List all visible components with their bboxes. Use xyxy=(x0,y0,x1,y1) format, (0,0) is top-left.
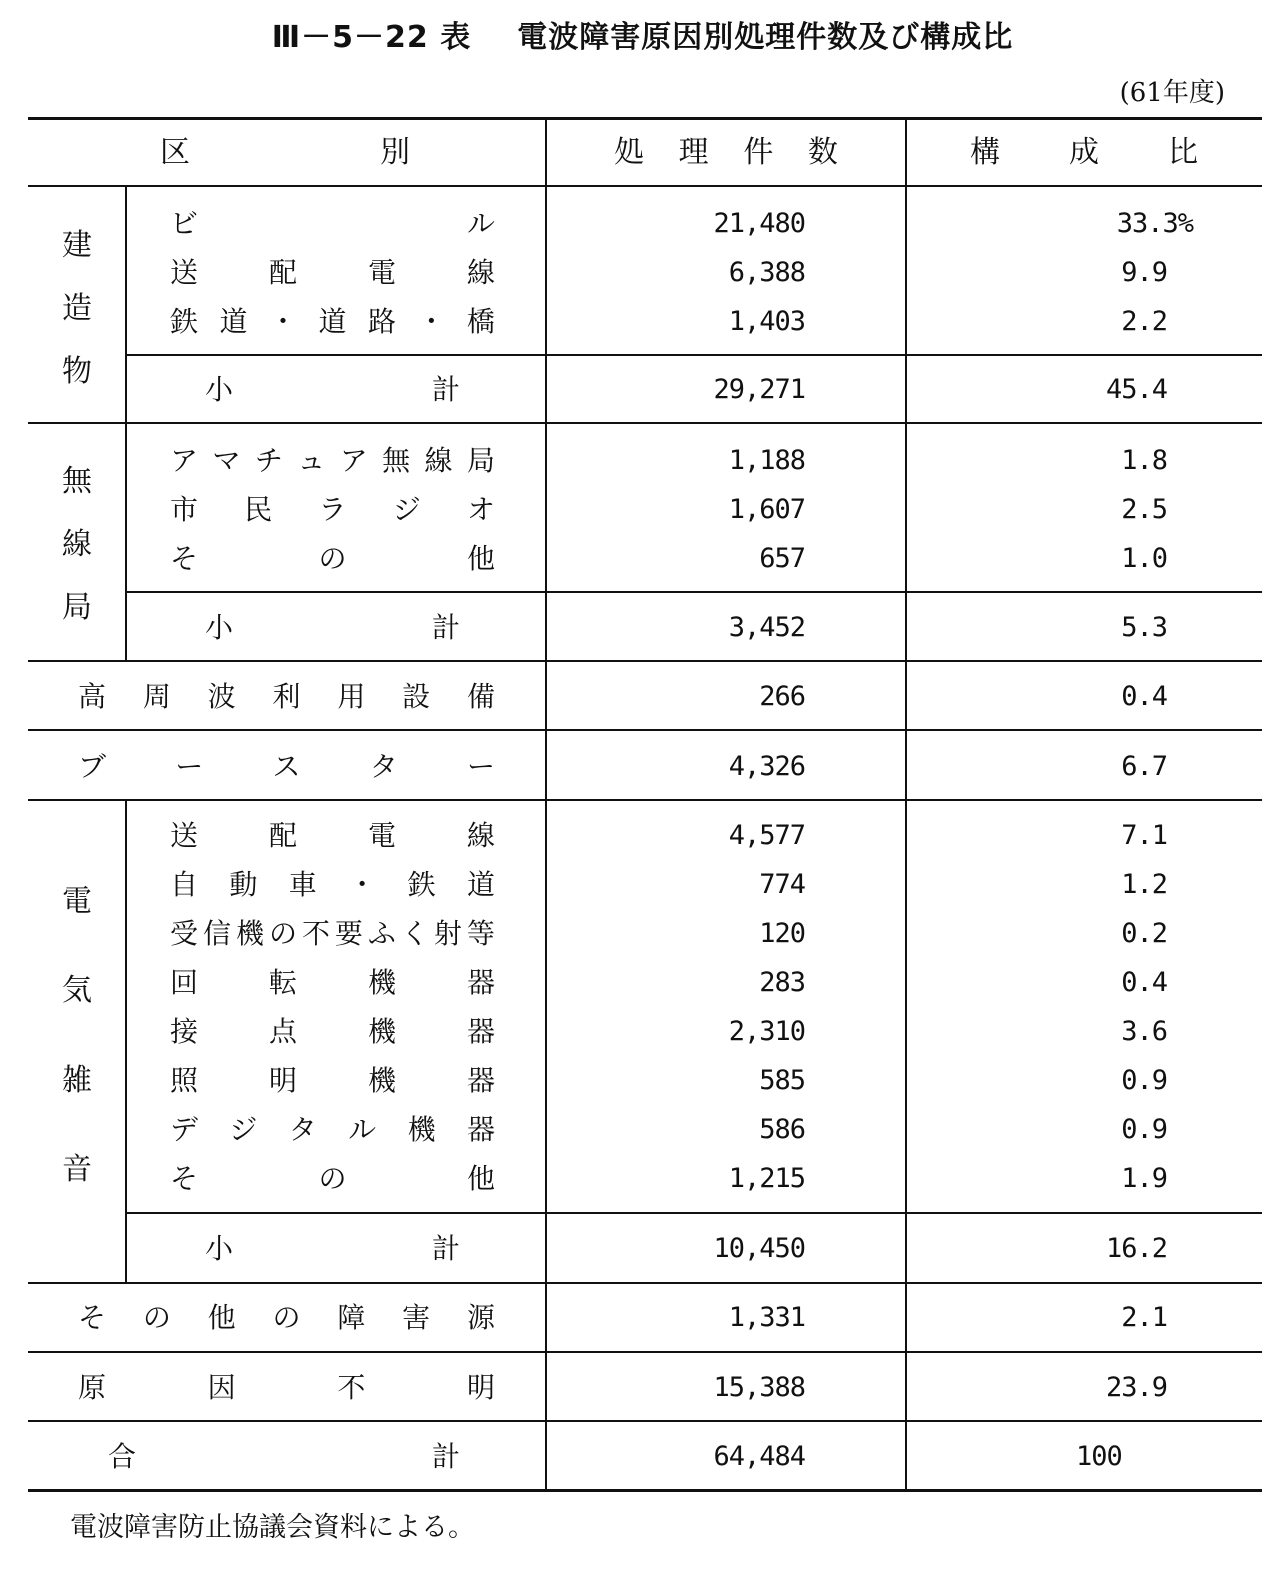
row-ratio: 2.5 xyxy=(1121,494,1167,525)
rule-building-subtotal xyxy=(126,354,1262,356)
row-label: 回 転 機 器 xyxy=(170,966,495,999)
row-label: デ ジ タ ル 機 器 xyxy=(170,1113,495,1146)
row-ratio: 23.9 xyxy=(1105,1372,1167,1403)
source-note: 電波障害防止協議会資料による。 xyxy=(70,1512,475,1543)
row-ratio: 1.0 xyxy=(1121,543,1167,574)
row-count: 1,403 xyxy=(728,306,805,337)
row-ratio: 0.9 xyxy=(1121,1114,1167,1145)
table-row xyxy=(0,1008,1285,1056)
row-label: 照 明 機 器 xyxy=(170,1064,495,1097)
row-count: 1,331 xyxy=(728,1302,805,1333)
row-label: 送 配 電 線 xyxy=(170,819,495,852)
rule-building-end xyxy=(28,422,1262,424)
row-ratio: 2.2 xyxy=(1121,306,1167,337)
row-ratio: 6.7 xyxy=(1121,751,1167,782)
table-row xyxy=(0,298,1285,346)
row-label: そ の 他 xyxy=(170,1162,495,1195)
row-label: 小 計 xyxy=(205,373,460,406)
table-row xyxy=(0,673,1285,721)
rule-noise-end xyxy=(28,1282,1262,1284)
row-ratio: 1.9 xyxy=(1121,1163,1167,1194)
row-count: 266 xyxy=(759,681,805,712)
row-count: 4,577 xyxy=(728,820,805,851)
group-label-building: 建 造 物 xyxy=(62,228,92,389)
rule-other-end xyxy=(28,1351,1262,1353)
table-row xyxy=(0,910,1285,958)
row-ratio: 1.8 xyxy=(1121,445,1167,476)
total-row xyxy=(0,1433,1285,1481)
row-count: 15,388 xyxy=(713,1372,805,1403)
fiscal-year-note: (61年度) xyxy=(1119,78,1225,108)
row-ratio: 45.4 xyxy=(1105,374,1167,405)
row-count: 120 xyxy=(759,918,805,949)
group-label-radio: 無 線 局 xyxy=(62,464,92,625)
row-count: 657 xyxy=(759,543,805,574)
row-label: 合 計 xyxy=(108,1440,460,1473)
table-caption: 電波障害原因別処理件数及び構成比 xyxy=(517,20,1014,55)
table-number: Ⅲ－5－22 表 xyxy=(271,20,472,55)
row-count: 4,326 xyxy=(728,751,805,782)
row-count: 2,310 xyxy=(728,1016,805,1047)
row-label: そ の 他 xyxy=(170,542,495,575)
row-ratio: 1.2 xyxy=(1121,869,1167,900)
rule-noise-subtotal xyxy=(126,1212,1262,1214)
row-ratio: 3.6 xyxy=(1121,1016,1167,1047)
row-count: 64,484 xyxy=(713,1441,805,1472)
row-count: 585 xyxy=(759,1065,805,1096)
table-row xyxy=(0,812,1285,860)
row-ratio: 16.2 xyxy=(1105,1233,1167,1264)
row-count: 774 xyxy=(759,869,805,900)
table-row xyxy=(0,1106,1285,1154)
table-row xyxy=(0,486,1285,534)
table-row xyxy=(0,1294,1285,1342)
row-label: 鉄 道 ・ 道 路 ・ 橋 xyxy=(170,305,495,338)
table-row xyxy=(0,249,1285,297)
subtotal-row xyxy=(0,366,1285,414)
row-label: 受 信 機 の 不 要 ふ く 射 等 xyxy=(170,917,495,950)
table-row xyxy=(0,1364,1285,1412)
row-label: 原 因 不 明 xyxy=(78,1371,495,1404)
table-row xyxy=(0,1057,1285,1105)
row-ratio: 5.3 xyxy=(1121,612,1167,643)
row-ratio: 33.3% xyxy=(1116,208,1193,239)
row-label: 小 計 xyxy=(205,1232,460,1265)
row-label: 高 周 波 利 用 設 備 xyxy=(78,680,495,713)
row-count: 3,452 xyxy=(728,612,805,643)
row-count: 1,215 xyxy=(728,1163,805,1194)
rule-radio-end xyxy=(28,660,1262,662)
subtotal-row xyxy=(0,604,1285,652)
table-row xyxy=(0,535,1285,583)
rule-unknown-end xyxy=(28,1420,1262,1422)
table-row xyxy=(0,861,1285,909)
header-count: 処 理 件 数 xyxy=(614,135,838,170)
subtotal-row xyxy=(0,1225,1285,1273)
table-row xyxy=(0,959,1285,1007)
rule-radio-subtotal xyxy=(126,591,1262,593)
table-row xyxy=(0,743,1285,791)
table-row xyxy=(0,1155,1285,1203)
row-label: 接 点 機 器 xyxy=(170,1015,495,1048)
table-title xyxy=(0,12,1285,56)
row-count: 1,607 xyxy=(728,494,805,525)
row-label: ビ ル xyxy=(170,207,495,240)
header-category: 区 別 xyxy=(160,135,410,170)
rule-hf-end xyxy=(28,729,1262,731)
row-ratio: 9.9 xyxy=(1121,257,1167,288)
row-label: ブ ー ス タ ー xyxy=(78,750,495,783)
row-count: 29,271 xyxy=(713,374,805,405)
table-row xyxy=(0,437,1285,485)
row-count: 1,188 xyxy=(728,445,805,476)
row-label: そ の 他 の 障 害 源 xyxy=(78,1301,495,1334)
row-label: 市 民 ラ ジ オ xyxy=(170,493,495,526)
group-label-noise: 電 気 雑 音 xyxy=(62,884,92,1187)
rule-bottom xyxy=(28,1489,1262,1492)
row-ratio: 0.2 xyxy=(1121,918,1167,949)
row-count: 10,450 xyxy=(713,1233,805,1264)
table-row xyxy=(0,200,1285,248)
row-ratio: 0.4 xyxy=(1121,681,1167,712)
row-ratio: 0.9 xyxy=(1121,1065,1167,1096)
row-label: ア マ チ ュ ア 無 線 局 xyxy=(170,444,495,477)
row-count: 283 xyxy=(759,967,805,998)
row-ratio: 100 xyxy=(1076,1441,1122,1472)
row-ratio: 2.1 xyxy=(1121,1302,1167,1333)
row-label: 小 計 xyxy=(205,611,460,644)
row-label: 送 配 電 線 xyxy=(170,256,495,289)
row-count: 586 xyxy=(759,1114,805,1145)
header-ratio: 構 成 比 xyxy=(970,135,1198,170)
row-ratio: 7.1 xyxy=(1121,820,1167,851)
row-ratio: 0.4 xyxy=(1121,967,1167,998)
row-count: 6,388 xyxy=(728,257,805,288)
rule-booster-end xyxy=(28,799,1262,801)
row-label: 自 動 車 ・ 鉄 道 xyxy=(170,868,495,901)
row-count: 21,480 xyxy=(713,208,805,239)
